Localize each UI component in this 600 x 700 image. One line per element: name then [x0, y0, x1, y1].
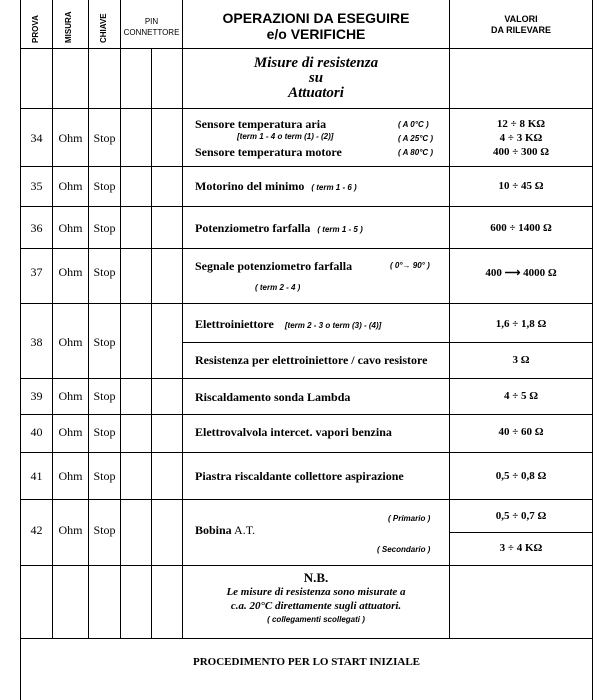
row-36-val: 600 ÷ 1400 Ω	[490, 222, 552, 234]
row-38-note: [term 2 - 3 o term (3) - (4)]	[284, 321, 382, 330]
row-36-prova: 36	[30, 221, 43, 235]
nb-line1: Le misure di resistenza sono misurate a	[226, 586, 406, 598]
header-prova: PROVA	[31, 15, 40, 43]
row-41-op: Piastra riscaldante collettore aspirazione	[195, 469, 404, 483]
rule	[20, 565, 593, 566]
row-40-misura: Ohm	[58, 425, 83, 439]
row-34-misura: Ohm	[58, 131, 83, 145]
row-42-val-b: 3 ÷ 4 KΩ	[499, 542, 543, 554]
row-34-op2: [term 1 - 4 o term (1) - (2)]	[237, 132, 334, 141]
row-39-misura: Ohm	[58, 389, 83, 403]
row-38-op	[195, 317, 381, 332]
header-valori	[450, 14, 592, 36]
row-42-note-a: ( Primario )	[388, 514, 431, 523]
rule	[20, 206, 593, 207]
rule	[20, 108, 593, 109]
rule	[20, 248, 593, 249]
row-41-chiave: Stop	[93, 469, 116, 483]
row-42-misura: Ohm	[58, 523, 83, 537]
row-36-misura: Ohm	[58, 221, 83, 235]
row-40-prova: 40	[30, 425, 43, 439]
rule	[20, 499, 593, 500]
rule	[20, 303, 593, 304]
rule	[88, 0, 89, 638]
nb-note	[183, 570, 449, 627]
row-42-val-a: 0,5 ÷ 0,7 Ω	[495, 510, 547, 522]
row-34-chiave: Stop	[93, 131, 116, 145]
header-misura: MISURA	[64, 11, 73, 43]
header-operazioni-line2: e/o VERIFICHE	[266, 26, 366, 42]
row-39-chiave: Stop	[93, 389, 116, 403]
header-valori-line2: DA RILEVARE	[490, 25, 551, 35]
row-42-note-b: ( Secondario )	[377, 545, 431, 554]
row-35-misura: Ohm	[58, 179, 83, 193]
rule	[20, 638, 593, 639]
row-37-prova: 37	[30, 265, 43, 279]
rule	[151, 48, 152, 638]
row-37-val-from: 400	[485, 267, 502, 279]
row-34-op3: Sensore temperatura motore	[195, 145, 342, 159]
row-34-op2-note: ( A 25°C )	[398, 134, 434, 143]
rule	[120, 0, 121, 638]
row-41-misura: Ohm	[58, 469, 83, 483]
row-41-prova: 41	[30, 469, 43, 483]
section-title-line1: Misure di resistenza	[253, 55, 379, 71]
row-38-op-b: Resistenza per elettroiniettore / cavo resistore	[195, 353, 428, 367]
row-37-op: Segnale potenziometro farfalla	[195, 259, 353, 273]
row-40-op: Elettrovalvola intercet. vapori benzina	[195, 425, 392, 439]
rule	[20, 166, 593, 167]
rule	[182, 342, 593, 343]
row-35-prova: 35	[30, 179, 43, 193]
row-38-val-b: 3 Ω	[512, 354, 530, 366]
row-34-op1: Sensore temperatura aria	[195, 117, 327, 131]
row-41-val: 0,5 ÷ 0,8 Ω	[495, 470, 547, 482]
rule	[20, 0, 21, 700]
row-40-chiave: Stop	[93, 425, 116, 439]
header-valori-line1: VALORI	[504, 14, 538, 24]
row-39-prova: 39	[30, 389, 43, 403]
rule	[592, 0, 593, 700]
row-34-val1: 12 ÷ 8 KΩ	[496, 118, 546, 130]
row-38-op-text: Elettroiniettore	[195, 317, 274, 331]
row-42-op-bold: Bobina	[195, 523, 232, 537]
rule	[20, 378, 593, 379]
row-36-op-text: Potenziometro farfalla	[195, 221, 311, 235]
rule	[20, 452, 593, 453]
row-34-op3-note: ( A 80°C )	[398, 148, 434, 157]
row-37-chiave: Stop	[93, 265, 116, 279]
header-chiave: CHIAVE	[99, 13, 108, 43]
row-35-chiave: Stop	[93, 179, 116, 193]
row-38-misura: Ohm	[58, 335, 83, 349]
row-42-op-rest: A.T.	[234, 523, 256, 537]
row-35-note: ( term 1 - 6 )	[311, 183, 357, 192]
row-37-note2: ( term 2 - 4 )	[255, 283, 301, 292]
row-34-val2: 4 ÷ 3 KΩ	[499, 132, 543, 144]
row-37-note: ( 0°→ 90° )	[390, 261, 430, 270]
row-36-note: ( term 1 - 5 )	[317, 225, 363, 234]
row-40-val: 40 ÷ 60 Ω	[498, 426, 544, 438]
row-35-val: 10 ÷ 45 Ω	[498, 180, 544, 192]
header-operazioni	[183, 10, 449, 42]
row-38-chiave: Stop	[93, 335, 116, 349]
row-39-val: 4 ÷ 5 Ω	[503, 390, 539, 402]
row-34-prova: 34	[30, 131, 43, 145]
row-36-op	[195, 221, 363, 236]
row-42-chiave: Stop	[93, 523, 116, 537]
rule	[20, 414, 593, 415]
rule	[20, 48, 593, 49]
section-title	[183, 56, 449, 101]
nb-line3: ( collegamenti scollegati )	[267, 615, 365, 624]
row-38-prova: 38	[30, 335, 43, 349]
nb-line2: c.a. 20°C direttamente sugli attuatori.	[230, 600, 402, 612]
row-37-val-to: 4000 Ω	[523, 267, 557, 279]
header-operazioni-line1: OPERAZIONI DA ESEGUIRE	[222, 10, 410, 26]
row-42-op	[195, 523, 255, 538]
row-39-op: Riscaldamento sonda Lambda	[195, 390, 351, 404]
header-pin-text: PIN CONNETTORE	[123, 17, 180, 37]
footer-heading: PROCEDIMENTO PER LO START INIZIALE	[193, 656, 420, 668]
row-36-chiave: Stop	[93, 221, 116, 235]
row-35-op	[195, 179, 357, 194]
row-34-op1-note: ( A 0°C )	[398, 120, 429, 129]
header-pin-connettore	[121, 16, 182, 38]
row-37-misura: Ohm	[58, 265, 83, 279]
section-title-line2: su	[308, 70, 324, 86]
arrow-right-icon: ⟶	[504, 267, 521, 279]
nb-title: N.B.	[303, 570, 329, 585]
row-35-op-text: Motorino del minimo	[195, 179, 305, 193]
rule	[52, 0, 53, 638]
row-38-val: 1,6 ÷ 1,8 Ω	[495, 318, 547, 330]
row-37-val	[450, 266, 592, 279]
section-title-line3: Attuatori	[288, 85, 344, 101]
row-34-val3: 400 ÷ 300 Ω	[492, 146, 550, 158]
row-42-prova: 42	[30, 523, 43, 537]
rule	[449, 532, 593, 533]
